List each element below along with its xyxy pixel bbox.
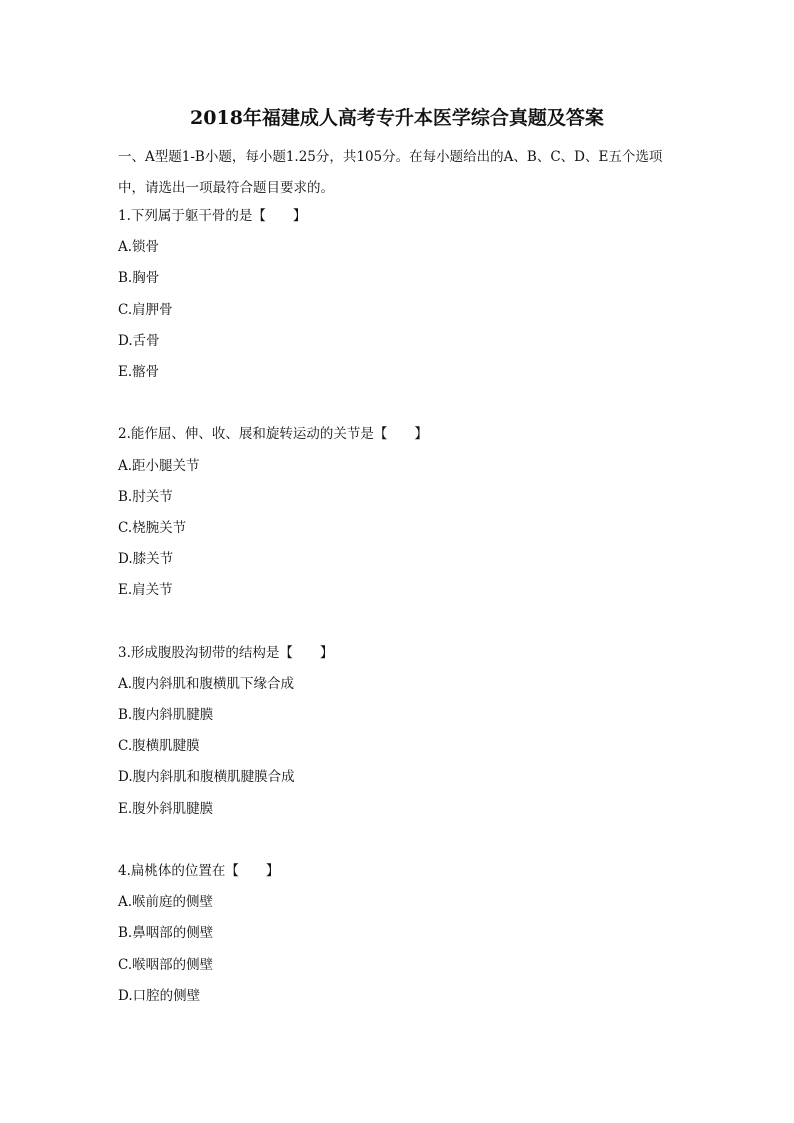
question-4-option-c: C.喉咽部的侧壁 xyxy=(118,957,214,973)
question-3-option-e: E.腹外斜肌腱膜 xyxy=(118,801,214,817)
question-4-option-b: B.鼻咽部的侧壁 xyxy=(118,925,214,941)
question-1-option-a: A.锁骨 xyxy=(118,239,160,255)
question-1-stem: 1.下列属于躯干骨的是【 】 xyxy=(118,208,307,224)
question-2-option-a: A.距小腿关节 xyxy=(118,458,200,474)
question-3-option-c: C.腹横肌腱膜 xyxy=(118,738,200,754)
question-2-option-d: D.膝关节 xyxy=(118,551,174,567)
question-4-stem: 4.扁桃体的位置在【 】 xyxy=(118,863,280,879)
question-2-option-b: B.肘关节 xyxy=(118,489,173,505)
document-title: 2018年福建成人高考专升本医学综合真题及答案 xyxy=(190,107,604,129)
question-2-stem: 2.能作屈、伸、收、展和旋转运动的关节是【 】 xyxy=(118,426,428,442)
question-2-option-c: C.桡腕关节 xyxy=(118,520,187,536)
question-3-stem: 3.形成腹股沟韧带的结构是【 】 xyxy=(118,645,334,661)
question-3-option-b: B.腹内斜肌腱膜 xyxy=(118,707,214,723)
question-2-option-e: E.肩关节 xyxy=(118,582,173,598)
question-3-option-d: D.腹内斜肌和腹横肌腱膜合成 xyxy=(118,769,295,785)
question-4-option-d: D.口腔的侧壁 xyxy=(118,988,201,1004)
question-3-option-a: A.腹内斜肌和腹横肌下缘合成 xyxy=(118,676,295,692)
question-1-option-b: B.胸骨 xyxy=(118,270,160,286)
section-intro: 一、A型题1-B小题，每小题1.25分，共105分。在每小题给出的A、B、C、D、E五个选项中，请选出一项最符合题目要求的。 xyxy=(118,149,663,196)
question-1-option-d: D.舌骨 xyxy=(118,333,160,349)
question-1-option-e: E.髂骨 xyxy=(118,364,160,380)
question-1-option-c: C.肩胛骨 xyxy=(118,302,173,318)
question-4-option-a: A.喉前庭的侧壁 xyxy=(118,894,214,910)
